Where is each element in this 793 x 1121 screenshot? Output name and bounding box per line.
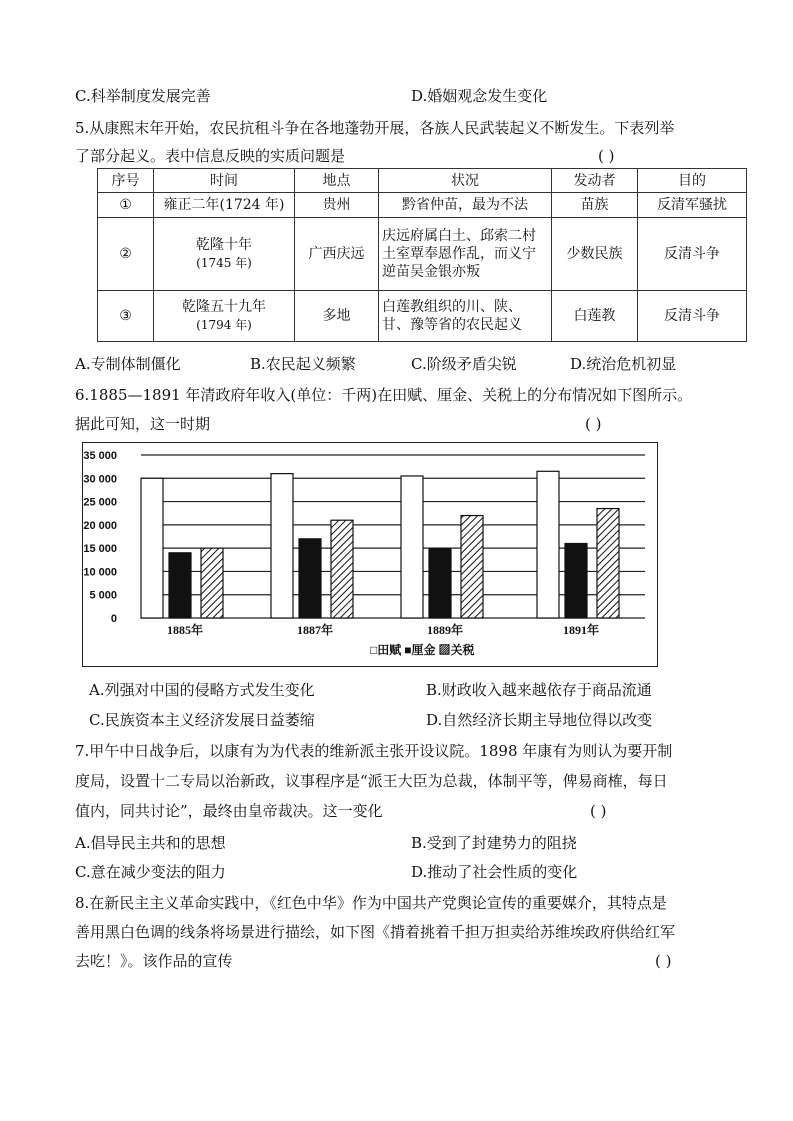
q5-stem-line1: 5.从康熙末年开始，农民抗租斗争在各地蓬勃开展，各族人民武装起义不断发生。下表列举 [75, 119, 675, 137]
q7-stem-line3: 值内，同共讨论”，最终由皇帝裁决。这一变化 [75, 802, 383, 820]
q7-option-c: C.意在减少变法的阻力 [75, 863, 226, 881]
table-cell-no: ② [98, 218, 154, 291]
q5-answer-paren: ( ) [598, 147, 615, 165]
bar-田赋 [537, 471, 559, 618]
x-tick-label: 1889年 [426, 623, 464, 637]
table-header-cell: 地点 [295, 169, 379, 193]
table-cell-place: 多地 [295, 291, 379, 342]
q8-stem-line3: 去吃！》。该作品的宣传 [75, 952, 233, 970]
q7-stem-line2: 度局，设置十二专局以治新政，议事程序是“派王大臣为总裁，体制平等，俾易商榷，每日 [75, 772, 668, 790]
table-cell-no: ③ [98, 291, 154, 342]
time-text: 乾隆十年 [196, 237, 252, 253]
table-row [98, 193, 747, 218]
bar-关税 [597, 509, 619, 618]
q8-stem-line2: 善用黑白色调的线条将场景进行描绘，如下图《揹着挑着千担万担卖给苏维埃政府供给红军 [75, 923, 676, 941]
q7-option-d: D.推动了社会性质的变化 [411, 863, 578, 881]
x-tick-label: 1891年 [562, 623, 600, 637]
q5-option-b: B.农民起义频繁 [250, 355, 356, 373]
table-cell-status: 白莲教组织的川、陕、甘、豫等省的农民起义 [379, 291, 552, 342]
table-header-cell: 状况 [379, 169, 552, 193]
bar-关税 [201, 548, 223, 618]
y-tick-label: 35 000 [83, 450, 117, 462]
bar-厘金 [299, 539, 321, 618]
x-tick-label: 1885年 [166, 623, 204, 637]
uprising-table [97, 168, 747, 342]
table-header-cell: 发动者 [552, 169, 638, 193]
q6-stem-line1: 6.1885—1891 年清政府年收入(单位：千两)在田赋、厘金、关税上的分布情况如下图所示。 [75, 386, 693, 404]
q6-option-d: D.自然经济长期主导地位得以改变 [426, 711, 653, 729]
table-cell-initiator: 少数民族 [552, 218, 638, 291]
revenue-chart [82, 442, 658, 667]
x-tick-label: 1887年 [296, 623, 334, 637]
bar-厘金 [429, 548, 451, 618]
q8-answer-paren: ( ) [655, 952, 672, 970]
q7-option-b: B.受到了封建势力的阻挠 [411, 834, 577, 852]
table-cell-purpose: 反清斗争 [638, 291, 747, 342]
time-year: (1794 年) [196, 318, 252, 332]
q6-option-b: B.财政收入越来越依存于商品流通 [426, 681, 652, 699]
table-cell-time [154, 193, 295, 218]
bar-关税 [331, 520, 353, 618]
table-cell-initiator: 苗族 [552, 193, 638, 218]
table-cell-time [154, 291, 295, 342]
q6-stem-line2: 据此可知，这一时期 [75, 415, 211, 433]
time-year: (1745 年) [196, 256, 252, 270]
bar-田赋 [271, 474, 293, 618]
q8-stem-line1: 8.在新民主主义革命实践中，《红色中华》作为中国共产党舆论宣传的重要媒介，其特点是 [75, 894, 667, 912]
table-header-cell: 时间 [154, 169, 295, 193]
table-cell-purpose: 反清斗争 [638, 218, 747, 291]
table-row [98, 291, 747, 342]
y-tick-label: 5 000 [89, 589, 117, 602]
bar-田赋 [141, 478, 163, 618]
table-header-cell: 目的 [638, 169, 747, 193]
q5-option-c: C.阶级矛盾尖锐 [411, 355, 517, 373]
q7-answer-paren: ( ) [590, 802, 607, 820]
table-cell-purpose: 反清军骚扰 [638, 193, 747, 218]
q5-option-d: D.统治危机初显 [570, 355, 677, 373]
y-tick-label: 15 000 [83, 543, 117, 556]
bar-厘金 [565, 543, 587, 618]
table-cell-place: 广西庆远 [295, 218, 379, 291]
q4-option-d: D.婚姻观念发生变化 [411, 87, 548, 105]
revenue-chart-svg [83, 443, 656, 665]
q5-stem-line2: 了部分起义。表中信息反映的实质问题是 [75, 147, 346, 165]
y-tick-label: 0 [110, 613, 117, 625]
y-tick-label: 25 000 [83, 496, 117, 509]
table-cell-initiator: 白莲教 [552, 291, 638, 342]
y-tick-label: 10 000 [83, 566, 117, 579]
table-cell-time [154, 218, 295, 291]
time-text: 雍正二年(1724 年) [163, 197, 285, 213]
table-header-cell: 序号 [98, 169, 154, 193]
table-cell-status: 庆远府属白土、邱索二村土室覃奉恩作乱，而义宁逆苗吴金银亦叛 [379, 218, 552, 291]
bar-厘金 [169, 553, 191, 618]
bar-田赋 [401, 476, 423, 618]
y-tick-label: 20 000 [83, 519, 117, 532]
table-header-row [98, 169, 747, 193]
time-text: 乾隆五十九年 [182, 299, 266, 315]
q7-stem-line1: 7.甲午中日战争后，以康有为为代表的维新派主张开设议院。1898 年康有为则认为要开制 [75, 742, 673, 760]
chart-legend: □田赋 ■厘金 ▨关税 [370, 643, 475, 657]
table-cell-place: 贵州 [295, 193, 379, 218]
table-row [98, 218, 747, 291]
q6-option-a: A.列强对中国的侵略方式发生变化 [89, 681, 315, 699]
table-cell-no: ① [98, 193, 154, 218]
table-cell-status: 黔省仲苗，最为不法 [379, 193, 552, 218]
q7-option-a: A.倡导民主共和的思想 [75, 834, 226, 852]
y-tick-label: 30 000 [83, 473, 117, 486]
q6-answer-paren: ( ) [585, 415, 602, 433]
q4-option-c: C.科举制度发展完善 [75, 87, 211, 105]
q5-option-a: A.专制体制僵化 [75, 355, 181, 373]
q6-option-c: C.民族资本主义经济发展日益萎缩 [89, 711, 315, 729]
bar-关税 [461, 516, 483, 618]
